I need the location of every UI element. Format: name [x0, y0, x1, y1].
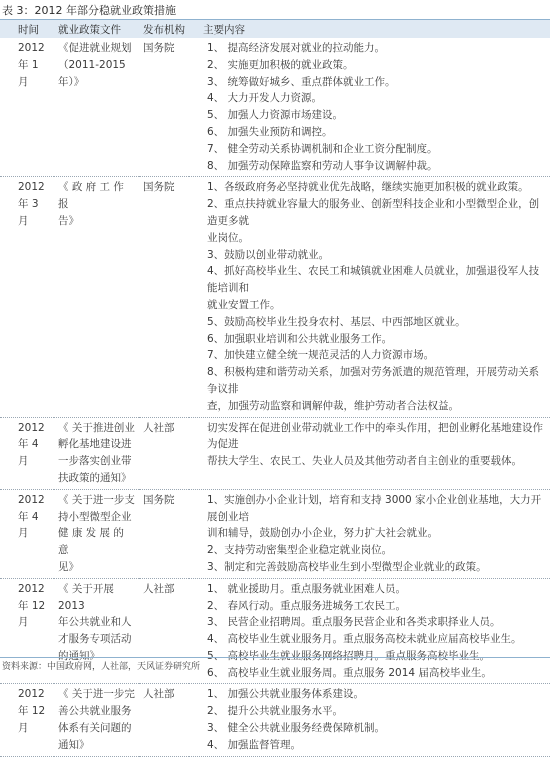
table-body	[0, 38, 550, 756]
content-item	[193, 158, 544, 175]
content-line: 3、 民营企业招聘周。重点服务民营企业和各类求职择业人员。	[207, 616, 501, 629]
content-line: 4、 加强监督管理。	[207, 738, 302, 751]
content-line: 4、抓好高校毕业生、农民工和城镇就业困难人员就业，加强退役军人技能培训和	[207, 265, 540, 295]
table-header	[0, 20, 550, 38]
table-row	[0, 177, 550, 417]
content-item	[193, 631, 544, 648]
time-line: 年 12	[18, 705, 46, 718]
content-line: 6、加强职业培训和公共就业服务工作。	[207, 332, 393, 345]
time-line: 2012	[18, 493, 45, 506]
content-item	[193, 347, 544, 364]
content-line: 2、 提升公共就业服务水平。	[207, 705, 344, 718]
content-item	[193, 196, 544, 246]
content-line: 2、 春风行动。重点服务进城务工农民工。	[207, 599, 407, 612]
cell-time	[0, 177, 54, 417]
document-line: 《促进就业规划	[58, 42, 132, 54]
time-line: 年 1	[18, 58, 39, 71]
time-line: 月	[18, 616, 29, 629]
footer-divider	[0, 657, 550, 658]
content-line: 1、 提高经济发展对就业的拉动能力。	[207, 42, 386, 54]
cell-organization: 人社部	[143, 582, 175, 595]
content-line: 1、 加强公共就业服务体系建设。	[207, 688, 365, 701]
document-line: 《 关于开展 2013	[58, 582, 114, 612]
cell-time	[0, 38, 54, 177]
content-item	[193, 686, 544, 703]
content-item	[193, 614, 544, 631]
cell-organization: 国务院	[143, 493, 175, 506]
document-line: 告》	[58, 214, 79, 227]
content-item	[193, 263, 544, 313]
cell-document	[54, 38, 139, 177]
header-main-content: 主要内容	[189, 20, 550, 38]
header-document: 就业政策文件	[54, 20, 139, 38]
cell-organization: 人社部	[143, 688, 175, 701]
time-line: 2012	[18, 688, 45, 701]
content-line: 1、实施创办小企业计划，培育和支持 3000 家小企业创业基地，大力开展创业培	[207, 493, 542, 523]
content-line: 2、支持劳动密集型企业稳定就业岗位。	[207, 544, 393, 557]
document-line: 年公共就业和人	[58, 616, 132, 629]
table-row	[0, 417, 550, 489]
document-line: 健 康 发 展 的 意	[58, 527, 124, 557]
content-item	[193, 364, 544, 414]
document-line: 《 关于进一步完	[58, 688, 135, 701]
header-row	[0, 20, 550, 38]
content-line: 2、 实施更加积极的就业政策。	[207, 58, 354, 71]
content-line: 8、积极构建和谐劳动关系，加强对劳务派遣的规范管理，开展劳动关系争议排	[207, 366, 540, 395]
table-title-bar	[0, 4, 550, 20]
time-line: 年 3	[18, 198, 39, 211]
content-item	[193, 57, 544, 74]
time-line: 年 12	[18, 599, 46, 612]
document-line: 才服务专项活动	[58, 633, 132, 646]
content-item	[193, 559, 544, 576]
document-line: 善公共就业服务	[58, 705, 132, 718]
table-row	[0, 489, 550, 578]
table-row	[0, 684, 550, 756]
time-line: 年 4	[18, 510, 39, 523]
document-line: 的通知》	[58, 649, 100, 662]
content-item	[193, 737, 544, 754]
time-line: 月	[18, 455, 29, 468]
content-item	[193, 247, 544, 264]
source-note: 资料来源：中国政府网，人社部，天风证券研究所	[2, 662, 201, 672]
content-line: 6、 高校毕业生就业服务周。重点服务 2014 届高校毕业生。	[207, 666, 492, 679]
cell-time	[0, 417, 54, 489]
content-item	[193, 74, 544, 91]
content-line: 5、 高校毕业生就业服务网络招聘月。重点服务高校毕业生。	[207, 649, 491, 662]
content-line: 7、 健全劳动关系协调机制和企业工资分配制度。	[207, 142, 438, 155]
document-line: 扶政策的通知》	[58, 471, 132, 484]
document-line: 体系有关问题的	[58, 722, 132, 735]
document-line: 《 关于进一步支	[58, 493, 135, 506]
cell-document	[54, 684, 139, 756]
document-line: 一步落实创业带	[58, 455, 132, 468]
content-line: 4、 高校毕业生就业服务月。重点服务高校未就业应届高校毕业生。	[207, 633, 522, 646]
content-item	[193, 40, 544, 57]
time-line: 2012	[18, 181, 45, 194]
content-line: 5、 加强人力资源市场建设。	[207, 109, 344, 122]
cell-main-content	[189, 684, 550, 756]
content-item	[193, 90, 544, 107]
document-line: 《 政 府 工 作 报	[58, 181, 124, 211]
time-line: 月	[18, 75, 29, 88]
content-line: 就业安置工作。	[207, 298, 281, 311]
content-line: 3、 健全公共就业服务经费保障机制。	[207, 722, 386, 735]
document-line: 通知》	[58, 738, 90, 751]
content-line: 1、各级政府务必坚持就业优先战略，继续实施更加积极的就业政策。	[207, 181, 529, 194]
table-row	[0, 38, 550, 177]
content-item	[193, 665, 544, 682]
content-item	[193, 420, 544, 470]
document-line: 持小型微型企业	[58, 510, 132, 523]
content-line: 4、 大力开发人力资源。	[207, 92, 323, 105]
content-line: 7、加快建立健全统一规范灵活的人力资源市场。	[207, 349, 435, 362]
content-item	[193, 542, 544, 559]
content-item	[193, 720, 544, 737]
header-time: 时间	[0, 20, 54, 38]
content-item	[193, 107, 544, 124]
time-line: 年 4	[18, 438, 39, 451]
content-item	[193, 141, 544, 158]
cell-document	[54, 177, 139, 417]
content-line: 3、 统筹做好城乡、重点群体就业工作。	[207, 75, 396, 88]
cell-main-content	[189, 578, 550, 684]
content-item	[193, 581, 544, 598]
time-line: 2012	[18, 582, 45, 595]
policy-table	[0, 20, 550, 757]
content-item	[193, 124, 544, 141]
cell-main-content	[189, 417, 550, 489]
content-line: 切实发挥在促进创业带动就业工作中的牵头作用，把创业孵化基地建设作为促进	[207, 421, 543, 451]
content-line: 1、 就业援助月。重点服务就业困难人员。	[207, 582, 407, 595]
content-item	[193, 179, 544, 196]
time-line: 2012	[18, 421, 45, 434]
title-divider	[0, 19, 550, 20]
document-line: 孵化基地建设进	[58, 438, 132, 451]
content-line: 2、重点扶持就业容量大的服务业、创新型科技企业和小型微型企业，创造更多就	[207, 198, 540, 227]
content-line: 查，加强劳动监察和调解仲裁，维护劳动者合法权益。	[207, 399, 459, 412]
cell-time	[0, 684, 54, 756]
document-line: 见》	[58, 560, 79, 573]
content-item	[193, 598, 544, 615]
cell-document	[54, 417, 139, 489]
content-line: 业岗位。	[207, 231, 249, 244]
cell-main-content	[189, 489, 550, 578]
cell-organization: 国务院	[143, 181, 175, 194]
table-title: 表 3：2012 年部分稳就业政策措施	[2, 4, 176, 17]
document-line: 《 关于推进创业	[58, 421, 135, 434]
time-line: 月	[18, 214, 29, 227]
document-line: （2011-2015	[58, 58, 126, 71]
header-organization: 发布机构	[139, 20, 189, 38]
content-item	[193, 492, 544, 542]
time-line: 月	[18, 722, 29, 735]
document-line: 年）》	[58, 75, 85, 88]
time-line: 2012	[18, 42, 45, 54]
content-line: 6、 加强失业预防和调控。	[207, 125, 333, 138]
content-item	[193, 703, 544, 720]
cell-main-content	[189, 177, 550, 417]
content-line: 训和辅导，鼓励创办小企业，努力扩大社会就业。	[207, 527, 438, 540]
cell-time	[0, 489, 54, 578]
cell-organization: 人社部	[143, 421, 175, 434]
content-item	[193, 314, 544, 331]
content-line: 帮扶大学生、农民工、失业人员及其他劳动者自主创业的重要载体。	[207, 455, 522, 468]
cell-document	[54, 489, 139, 578]
content-item	[193, 331, 544, 348]
content-line: 3、鼓励以创业带动就业。	[207, 248, 330, 261]
content-line: 3、制定和完善鼓励高校毕业生到小型微型企业就业的政策。	[207, 560, 487, 573]
content-line: 5、鼓励高校毕业生投身农村、基层、中西部地区就业。	[207, 315, 466, 328]
cell-organization: 国务院	[143, 42, 175, 54]
time-line: 月	[18, 527, 29, 540]
cell-main-content	[189, 38, 550, 177]
content-line: 8、 加强劳动保障监察和劳动人事争议调解仲裁。	[207, 159, 438, 172]
